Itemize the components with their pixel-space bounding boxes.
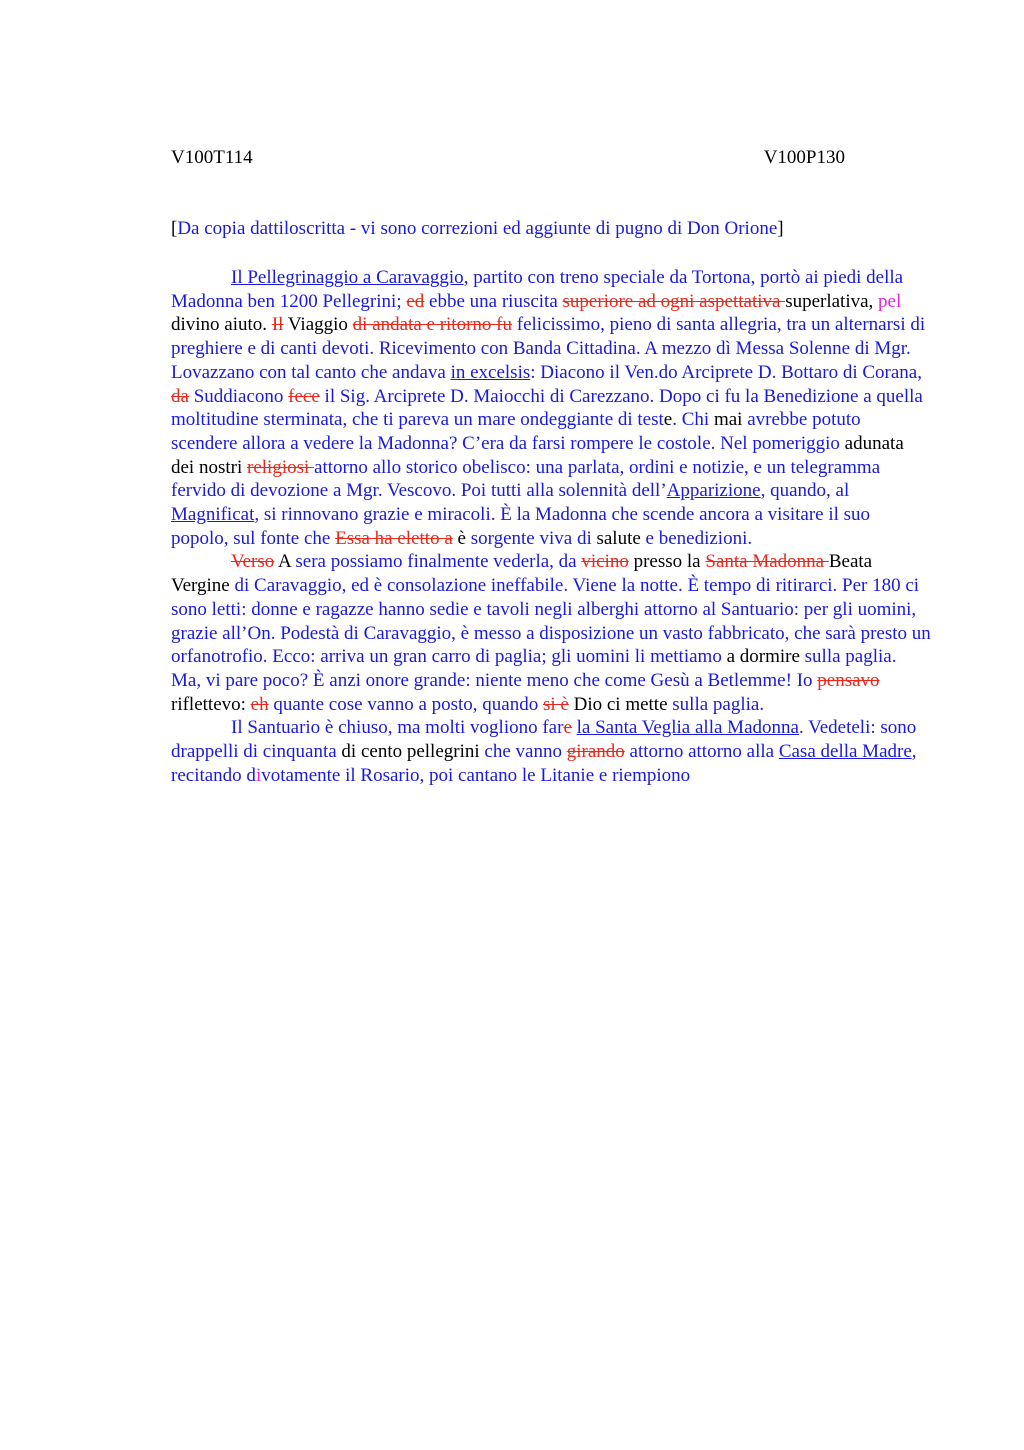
text-run: e benedizioni. — [640, 527, 753, 549]
handwritten-insertion: pel — [878, 290, 902, 312]
page-header — [171, 146, 845, 170]
text-run: Beata Vergine — [171, 551, 873, 597]
handwritten-insertion: i — [255, 764, 262, 786]
deleted-text: pensavo — [817, 669, 880, 691]
text-run: il Sig. Arciprete D. Maiocchi di Carezzano. Dopo ci fu la Benedizione a quella moltitudine sterminata, che ti pareva un mare ondeggiante di test — [171, 385, 923, 431]
underlined-text: Il Pellegrinaggio a Caravaggio — [231, 267, 464, 288]
text-run: che vanno — [479, 741, 567, 763]
text-run: , quando, al — [760, 480, 850, 502]
editorial-note — [171, 217, 931, 241]
deleted-text: Essa ha eletto a — [335, 527, 453, 549]
text-run: , partito con treno speciale da Tortona, portò ai piedi della Madonna ben 1200 Pellegrini; — [171, 267, 904, 312]
text-run: di Caravaggio, ed è consolazione ineffabile. Viene la notte. È tempo di ritirarci. Per 180 ci sono letti: donne e ragazze hanno sedie e tavoli negli alberghi attorno al Santuario: per gli uomini, grazie all’On. Podestà di Caravaggio, è messo a disposizione un vasto fabbricato, che sarà presto un orfanotrofio. Ecco: arriva un gran carro di paglia; gli uomini li mettiamo — [171, 575, 931, 668]
text-run: Viaggio — [283, 314, 353, 336]
deleted-text: da — [171, 385, 189, 407]
deleted-text: vicino — [581, 551, 629, 573]
deleted-text: Il — [271, 314, 284, 336]
text-run: Il Santuario è chiuso, ma molti vogliono far — [231, 717, 564, 739]
note-bracket-close: ] — [777, 218, 784, 239]
paragraph — [171, 266, 931, 550]
text-run: , recitando d — [171, 741, 917, 786]
note-text: Da copia dattiloscritta - vi sono correzioni ed aggiunte di pugno di Don Orione — [177, 218, 778, 239]
underlined-text: in excelsis — [450, 361, 531, 383]
text-run: quante cose vanno a posto, quando — [268, 693, 543, 715]
document-code-right: V100P130 — [763, 147, 845, 168]
underlined-text: Apparizione — [666, 480, 761, 502]
text-run: salute — [596, 527, 641, 549]
text-run: votamente il Rosario, poi cantano le Litanie e riempiono — [261, 764, 691, 786]
deleted-text: religiosi — [247, 456, 315, 478]
text-run: presso la — [628, 551, 706, 573]
document-code-left: V100T114 — [171, 147, 253, 168]
text-run: , si rinnovano grazie e miracoli. È la Madonna che scende ancora a visitare il suo popolo, sul fonte che — [171, 504, 871, 549]
text-run: di cento pellegrini — [341, 741, 480, 763]
text-run: superlativa, — [785, 290, 879, 312]
text-run: Dio ci mette — [568, 693, 668, 715]
deleted-text: di andata e ritorno fu — [352, 314, 512, 336]
text-run: mai — [713, 409, 743, 431]
text-run: . Vedeteli: sono drappelli di cinquanta — [171, 717, 917, 763]
text-run: a dormire — [726, 646, 800, 668]
deleted-text: eh — [250, 693, 269, 715]
paragraph — [171, 716, 931, 787]
underlined-text: Casa della Madre — [778, 741, 912, 763]
text-run: . Chi — [672, 409, 714, 431]
paragraph — [171, 550, 931, 716]
deleted-text: girando — [566, 741, 625, 763]
text-run: riflettevo: — [171, 693, 246, 715]
document-body — [171, 266, 931, 787]
text-run: adunata dei nostri — [171, 432, 904, 478]
text-run: ebbe una riuscita — [424, 290, 563, 312]
deleted-text: e — [563, 717, 572, 739]
text-run: attorno attorno alla — [624, 741, 779, 763]
deleted-text: ed — [406, 290, 425, 312]
text-run: avrebbe potuto scendere allora a vedere la Madonna? C’era da farsi rompere le costole. Nel pomeriggio — [171, 409, 861, 454]
text-run: sulla paglia. Ma, vi pare poco? È anzi onore grande: niente meno che come Gesù a Betlemme! Io — [171, 646, 897, 691]
text-run: e — [663, 409, 673, 431]
text-run: A — [274, 551, 291, 573]
underlined-text: Magnificat — [171, 504, 255, 526]
text-run: attorno allo storico obelisco: una parlata, ordini e notizie, e un telegramma fervido di devozione a Mgr. Vescovo. Poi tutti alla solennità dell’ — [171, 456, 881, 502]
text-run: sulla paglia. — [667, 693, 765, 715]
text-run: : Diacono il Ven.do Arciprete D. Bottaro di Corana, — [530, 361, 922, 383]
deleted-text: fece — [288, 385, 320, 407]
text-run: sorgente viva di — [465, 527, 597, 549]
note-bracket-open: [ — [171, 218, 178, 239]
text-run: è — [452, 527, 466, 549]
deleted-text: Santa Madonna — [705, 551, 829, 573]
text-run: divino aiuto. — [171, 314, 272, 336]
text-run: sera possiamo finalmente vederla, da — [290, 551, 582, 573]
underlined-text: la Santa Veglia alla Madonna — [576, 717, 799, 739]
deleted-text: si è — [543, 693, 569, 715]
deleted-text: Verso — [231, 551, 275, 573]
deleted-text: superiore ad ogni aspettativa — [562, 290, 786, 312]
text-run: felicissimo, pieno di santa allegria, tra un alternarsi di preghiere e di canti devoti. Ricevimento con Banda Cittadina. A mezzo dì Messa Solenne di Mgr. Lovazzano con tal canto che andava — [171, 314, 926, 383]
text-run: Suddiacono — [188, 385, 289, 407]
